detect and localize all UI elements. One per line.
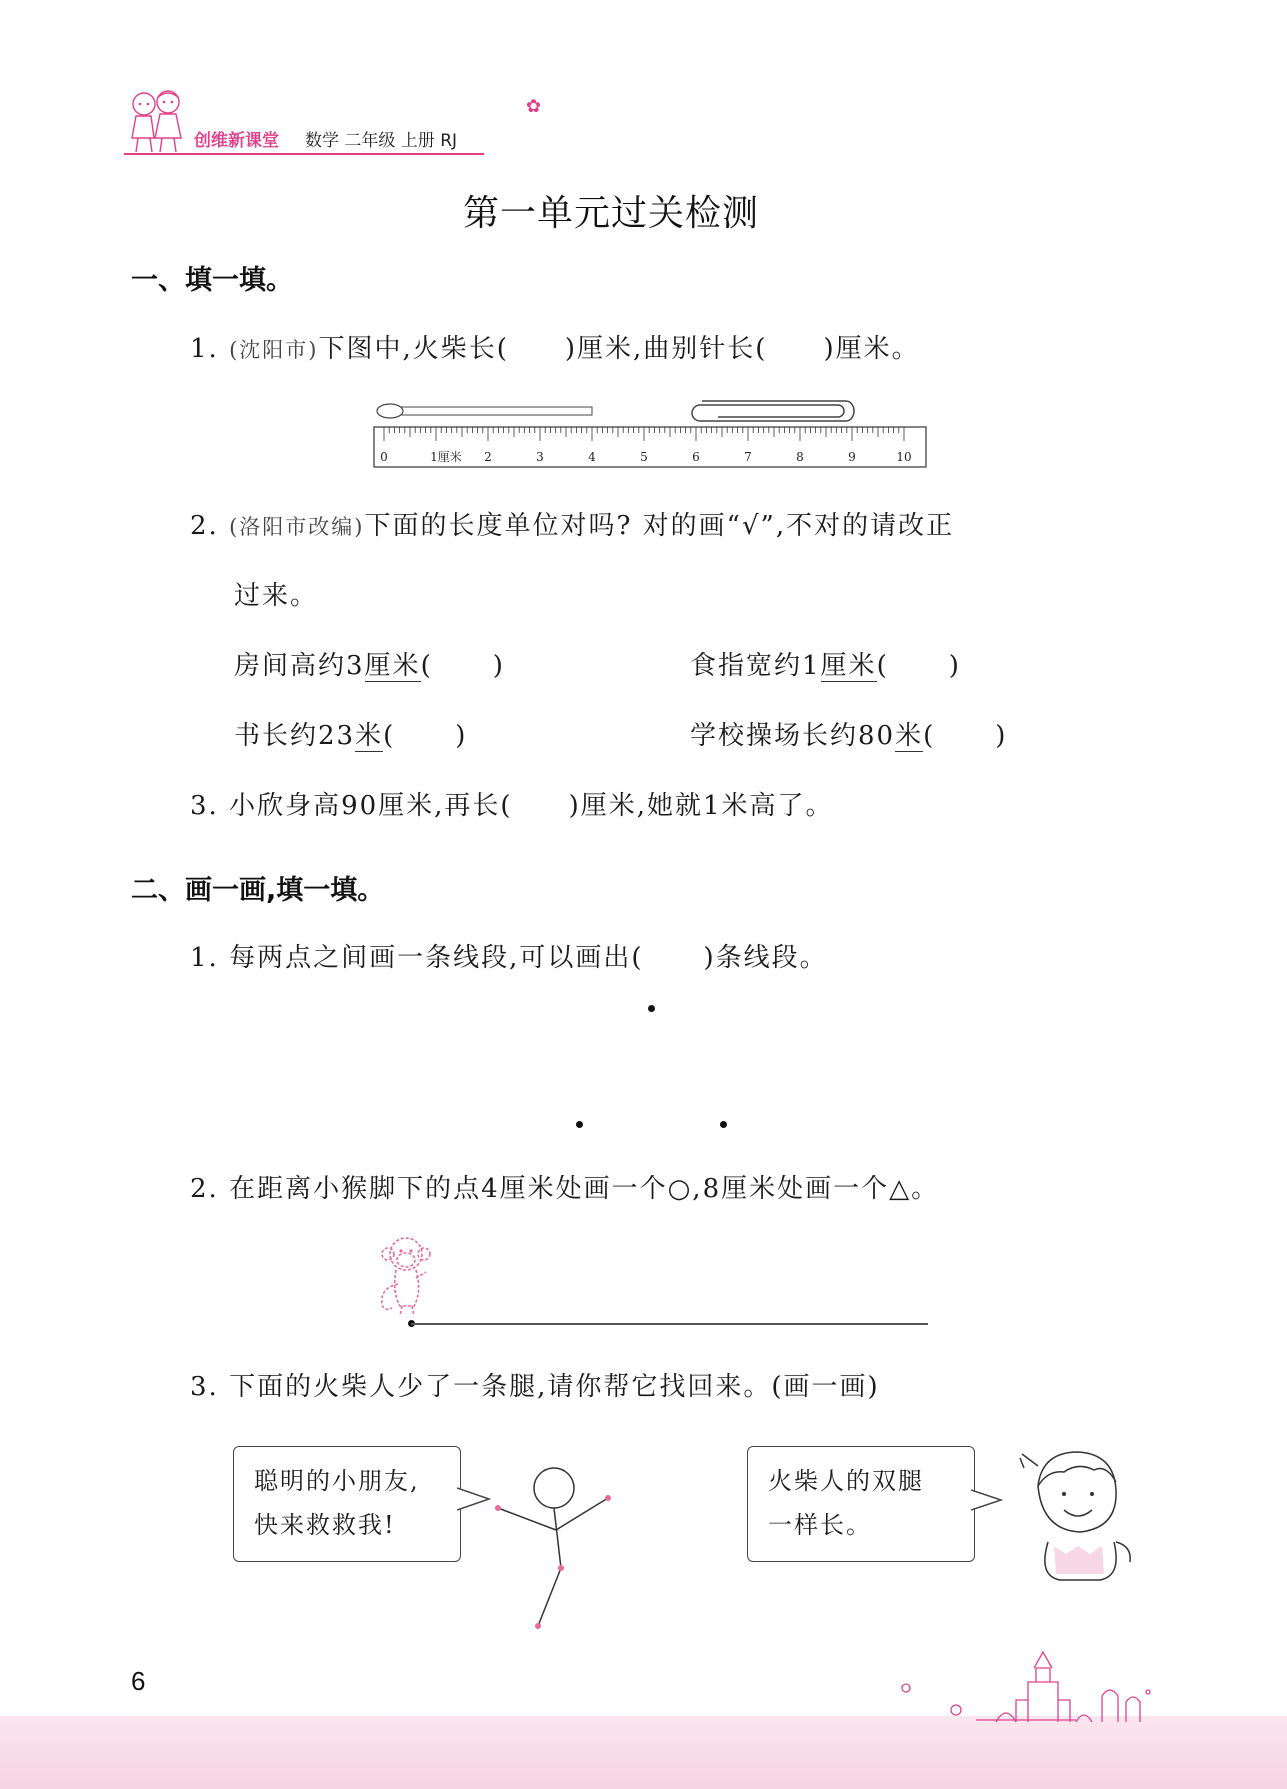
flower-decoration: ✿ (526, 96, 542, 117)
monkey-illustration (372, 1232, 442, 1324)
ruler-label: 1厘米 (430, 450, 462, 464)
match-stick (394, 407, 592, 415)
bubble-tail (971, 1488, 1005, 1514)
drawing-line[interactable] (411, 1323, 928, 1325)
boy-illustration (1008, 1446, 1138, 1586)
question-text: 每两点之间画一条线段,可以画出( (229, 943, 644, 973)
question-1-1 (190, 328, 920, 365)
question-2-1 (190, 937, 828, 974)
question-number: 3. (190, 791, 219, 821)
question-text: 下面的长度单位对吗? 对的画“√”,不对的请改正 (364, 511, 955, 541)
item-text: 房间高约3 (234, 651, 365, 681)
question-text: 在距离小猴脚下的点4厘米处画一个○,8厘米处画一个△。 (229, 1174, 940, 1204)
section-heading: 一、填一填。 (131, 265, 293, 296)
judge-item (234, 645, 505, 682)
footer-band (0, 1716, 1287, 1789)
question-number: 2. (190, 1174, 219, 1204)
item-paren: ( (876, 651, 889, 681)
kids-mascot-illustration (124, 84, 190, 156)
ruler-label: 2 (484, 450, 492, 464)
question-text: )厘米,她就1米高了。 (568, 791, 834, 821)
question-1-2 (190, 505, 954, 542)
item-paren: ) (455, 721, 468, 751)
bubble-line: 一样长。 (768, 1511, 872, 1539)
book-info: 数学 二年级 上册 RJ (305, 131, 458, 151)
ruler-label: 7 (744, 450, 752, 464)
point-left[interactable] (576, 1121, 583, 1128)
question-source: (沈阳市) (229, 338, 319, 362)
judge-item (690, 715, 1007, 752)
point-top[interactable] (648, 1005, 655, 1012)
item-unit: 米 (355, 721, 384, 751)
item-text: 学校操场长约80 (690, 721, 896, 751)
item-text: 食指宽约1 (690, 651, 821, 681)
ruler-label: 8 (796, 450, 804, 464)
match-head (377, 404, 403, 418)
question-text: )条线段。 (703, 943, 828, 973)
page-title: 第一单元过关检测 (463, 193, 760, 234)
question-number: 1. (190, 334, 219, 364)
page-number: 6 (131, 1666, 146, 1696)
stick-figure[interactable] (488, 1464, 618, 1634)
question-text: )厘米,曲别针长( (564, 334, 768, 364)
item-unit: 厘米 (820, 651, 877, 681)
item-paren: ( (420, 651, 433, 681)
bubble-line: 快来救救我! (254, 1511, 396, 1539)
ruler-figure (370, 395, 930, 473)
ruler-label: 10 (896, 450, 912, 464)
castle-decoration (876, 1648, 1176, 1726)
question-text: 小欣身高90厘米,再长( (229, 791, 513, 821)
ruler-label: 4 (588, 450, 596, 464)
section-heading: 二、画一画,填一填。 (131, 875, 385, 906)
ruler-label: 9 (848, 450, 856, 464)
ruler-label: 5 (640, 450, 648, 464)
question-2-3 (190, 1366, 880, 1403)
question-text-continued: 过来。 (234, 581, 319, 611)
question-text: 下面的火柴人少了一条腿,请你帮它找回来。(画一画) (229, 1372, 880, 1402)
item-paren: ( (923, 721, 936, 751)
brand-name: 创维新课堂 (194, 131, 279, 151)
question-number: 3. (190, 1372, 219, 1402)
ruler-label: 6 (692, 450, 700, 464)
question-text: )厘米。 (823, 334, 920, 364)
item-unit: 米 (895, 721, 924, 751)
question-number: 2. (190, 511, 219, 541)
point-right[interactable] (720, 1121, 727, 1128)
speech-bubble-right (747, 1446, 975, 1562)
judge-item (234, 715, 467, 752)
ruler-label: 3 (536, 450, 544, 464)
question-text: 下图中,火柴长( (318, 334, 509, 364)
item-text: 书长约23 (234, 721, 356, 751)
paper-clip (692, 401, 854, 421)
item-unit: 厘米 (364, 651, 421, 681)
item-paren: ) (995, 721, 1008, 751)
bubble-line: 聪明的小朋友, (254, 1467, 420, 1495)
item-paren: ( (383, 721, 396, 751)
item-paren: ) (492, 651, 505, 681)
speech-bubble-left (233, 1446, 461, 1562)
judge-item (690, 645, 961, 682)
question-1-3 (190, 785, 834, 822)
header-underline (124, 153, 484, 155)
question-source: (洛阳市改编) (229, 515, 365, 539)
question-2-2 (190, 1168, 939, 1205)
bubble-line: 火柴人的双腿 (768, 1467, 924, 1495)
ruler-label: 0 (380, 450, 388, 464)
question-number: 1. (190, 943, 219, 973)
item-paren: ) (948, 651, 961, 681)
